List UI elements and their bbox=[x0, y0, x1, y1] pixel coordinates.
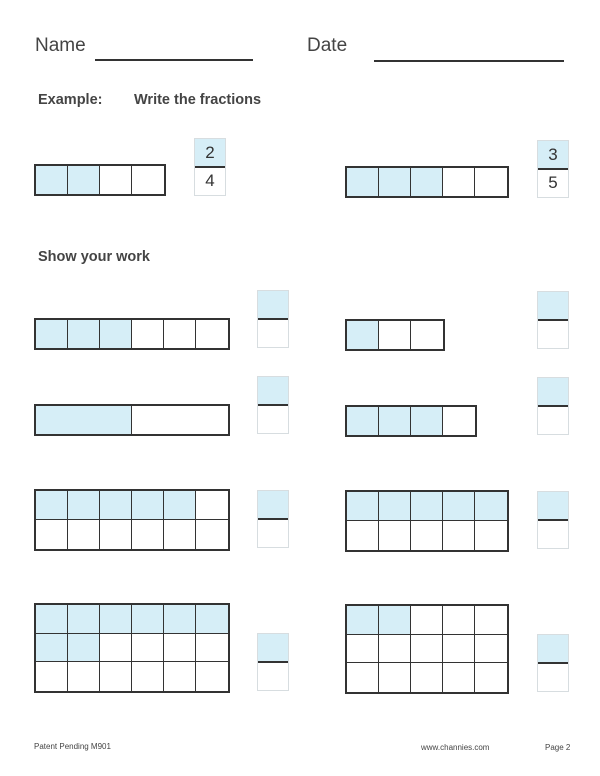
name-label: Name bbox=[35, 35, 86, 56]
shaded-cell bbox=[100, 320, 132, 348]
shaded-cell bbox=[379, 606, 411, 635]
answer-box-5[interactable] bbox=[257, 490, 289, 548]
work-grid-3 bbox=[34, 404, 230, 436]
work-grid-4 bbox=[345, 405, 477, 437]
fraction-bar bbox=[538, 319, 568, 321]
empty-cell bbox=[196, 320, 228, 348]
empty-cell bbox=[347, 521, 379, 550]
shaded-cell bbox=[68, 320, 100, 348]
empty-cell bbox=[475, 635, 507, 664]
work-grid-8 bbox=[345, 604, 509, 694]
fraction-bar bbox=[195, 166, 225, 168]
empty-cell bbox=[196, 634, 228, 663]
numerator-area[interactable] bbox=[258, 377, 288, 405]
empty-cell bbox=[475, 168, 507, 196]
empty-cell bbox=[36, 520, 68, 549]
work-grid-6 bbox=[345, 490, 509, 552]
name-field-line[interactable] bbox=[95, 59, 253, 61]
denominator: 5 bbox=[548, 173, 558, 192]
empty-cell bbox=[36, 662, 68, 691]
shaded-cell bbox=[100, 605, 132, 634]
empty-cell bbox=[196, 662, 228, 691]
shaded-cell bbox=[132, 491, 164, 520]
empty-cell bbox=[196, 520, 228, 549]
numerator-area[interactable] bbox=[538, 292, 568, 320]
shaded-cell bbox=[443, 492, 475, 521]
numerator-area[interactable] bbox=[258, 291, 288, 319]
empty-cell bbox=[100, 520, 132, 549]
fraction-bar bbox=[258, 404, 288, 406]
fraction-bar bbox=[538, 168, 568, 170]
empty-cell bbox=[475, 663, 507, 692]
shaded-cell bbox=[36, 320, 68, 348]
shaded-cell bbox=[100, 491, 132, 520]
work-grid-7 bbox=[34, 603, 230, 693]
empty-cell bbox=[475, 521, 507, 550]
answer-box-2[interactable] bbox=[537, 291, 569, 349]
empty-cell bbox=[132, 166, 164, 194]
shaded-cell bbox=[68, 166, 100, 194]
date-field-line[interactable] bbox=[374, 60, 564, 62]
shaded-cell bbox=[411, 407, 443, 435]
empty-cell bbox=[443, 635, 475, 664]
empty-cell bbox=[379, 663, 411, 692]
fraction-bar bbox=[538, 405, 568, 407]
shaded-cell bbox=[411, 492, 443, 521]
denominator: 4 bbox=[205, 171, 215, 190]
numerator-area[interactable] bbox=[258, 634, 288, 662]
footer-page-number: Page 2 bbox=[545, 743, 571, 752]
shaded-cell bbox=[347, 168, 379, 196]
example-instruction: Write the fractions bbox=[134, 92, 262, 108]
empty-cell bbox=[132, 634, 164, 663]
example-grid-2 bbox=[345, 166, 509, 198]
answer-box-1[interactable] bbox=[257, 290, 289, 348]
answer-box-8[interactable] bbox=[537, 634, 569, 692]
shaded-cell bbox=[347, 407, 379, 435]
footer-patent: Patent Pending M901 bbox=[34, 742, 111, 751]
answer-box-7[interactable] bbox=[257, 633, 289, 691]
empty-cell bbox=[132, 662, 164, 691]
answer-box-6[interactable] bbox=[537, 491, 569, 549]
shaded-cell bbox=[36, 491, 68, 520]
answer-box-4[interactable] bbox=[537, 377, 569, 435]
example-grid-1 bbox=[34, 164, 166, 196]
shaded-cell bbox=[379, 492, 411, 521]
shaded-cell bbox=[68, 605, 100, 634]
numerator-area[interactable] bbox=[538, 378, 568, 406]
answer-box-3[interactable] bbox=[257, 376, 289, 434]
empty-cell bbox=[100, 662, 132, 691]
shaded-cell bbox=[347, 321, 379, 349]
empty-cell bbox=[411, 635, 443, 664]
empty-cell bbox=[379, 521, 411, 550]
shaded-cell bbox=[411, 168, 443, 196]
empty-cell bbox=[411, 521, 443, 550]
numerator-area[interactable] bbox=[538, 635, 568, 663]
empty-cell bbox=[411, 663, 443, 692]
empty-cell bbox=[68, 662, 100, 691]
empty-cell bbox=[164, 634, 196, 663]
empty-cell bbox=[100, 634, 132, 663]
empty-cell bbox=[68, 520, 100, 549]
date-label: Date bbox=[307, 35, 348, 56]
shaded-cell bbox=[132, 605, 164, 634]
empty-cell bbox=[196, 491, 228, 520]
shaded-cell bbox=[347, 492, 379, 521]
fraction-bar bbox=[258, 518, 288, 520]
show-work-label: Show your work bbox=[38, 249, 150, 265]
work-grid-2 bbox=[345, 319, 445, 351]
empty-cell bbox=[443, 407, 475, 435]
empty-cell bbox=[379, 321, 411, 349]
empty-cell bbox=[347, 663, 379, 692]
empty-cell bbox=[347, 635, 379, 664]
empty-cell bbox=[379, 635, 411, 664]
work-grid-5 bbox=[34, 489, 230, 551]
fraction-bar bbox=[538, 519, 568, 521]
empty-cell bbox=[164, 520, 196, 549]
empty-cell bbox=[411, 606, 443, 635]
shaded-cell bbox=[379, 168, 411, 196]
empty-cell bbox=[443, 168, 475, 196]
numerator: 2 bbox=[205, 143, 215, 162]
example-fraction-2 bbox=[537, 140, 569, 198]
empty-cell bbox=[164, 320, 196, 348]
empty-cell bbox=[443, 521, 475, 550]
example-label: Example: bbox=[38, 92, 103, 108]
fraction-bar bbox=[258, 318, 288, 320]
shaded-cell bbox=[36, 605, 68, 634]
example-fraction-1 bbox=[194, 138, 226, 196]
shaded-cell bbox=[164, 605, 196, 634]
shaded-cell bbox=[68, 491, 100, 520]
empty-cell bbox=[475, 606, 507, 635]
shaded-cell bbox=[36, 406, 132, 434]
numerator-area[interactable] bbox=[258, 491, 288, 519]
shaded-cell bbox=[68, 634, 100, 663]
shaded-cell bbox=[347, 606, 379, 635]
empty-cell bbox=[132, 520, 164, 549]
numerator-area[interactable] bbox=[538, 492, 568, 520]
empty-cell bbox=[443, 606, 475, 635]
shaded-cell bbox=[36, 634, 68, 663]
empty-cell bbox=[164, 662, 196, 691]
fraction-bar bbox=[258, 661, 288, 663]
empty-cell bbox=[100, 166, 132, 194]
shaded-cell bbox=[164, 491, 196, 520]
fraction-bar bbox=[538, 662, 568, 664]
empty-cell bbox=[443, 663, 475, 692]
empty-cell bbox=[411, 321, 443, 349]
shaded-cell bbox=[36, 166, 68, 194]
footer-website: www.channies.com bbox=[421, 743, 490, 752]
numerator: 3 bbox=[548, 145, 558, 164]
shaded-cell bbox=[196, 605, 228, 634]
empty-cell bbox=[132, 406, 228, 434]
work-grid-1 bbox=[34, 318, 230, 350]
empty-cell bbox=[132, 320, 164, 348]
shaded-cell bbox=[379, 407, 411, 435]
shaded-cell bbox=[475, 492, 507, 521]
